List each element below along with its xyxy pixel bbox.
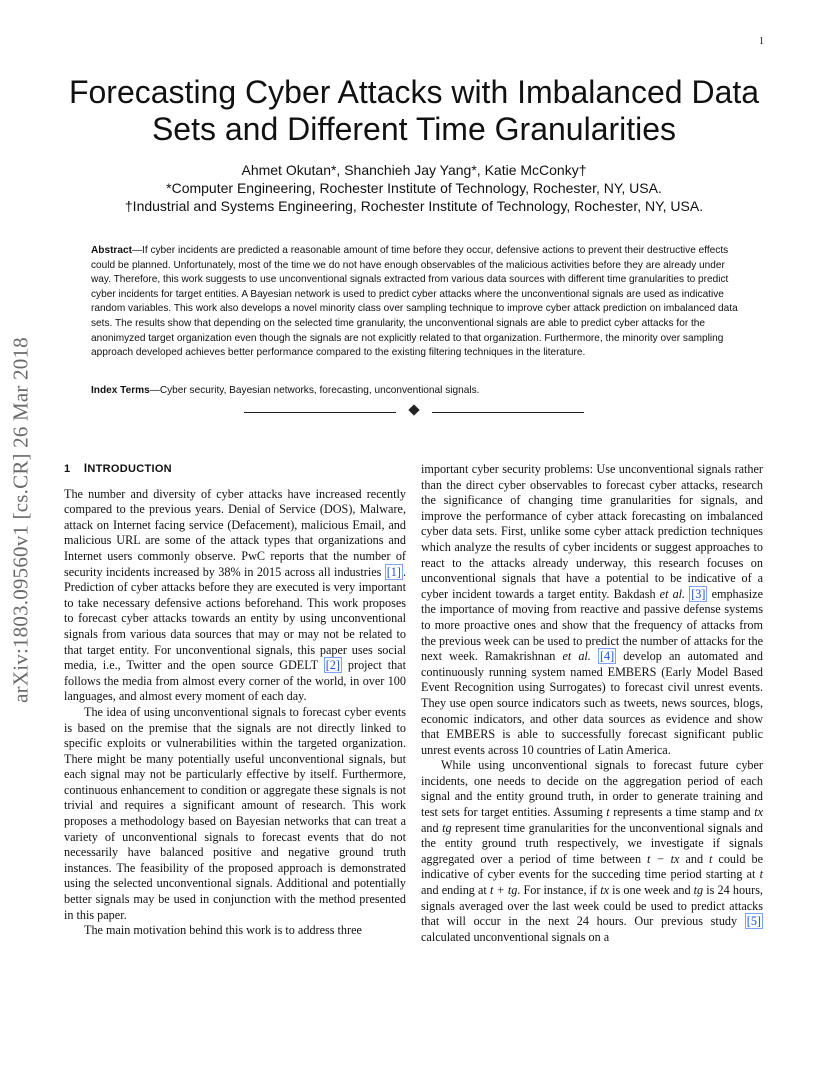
arxiv-identifier: arXiv:1803.09560v1 [cs.CR] 26 Mar 2018 [8, 337, 33, 703]
math-symbol: tx [754, 805, 764, 820]
math-symbol: t [606, 805, 610, 820]
math-symbol: t [759, 867, 763, 882]
section-heading [64, 462, 406, 478]
right-column [421, 462, 763, 945]
citation-link-4[interactable]: [4] [599, 649, 615, 664]
math-symbol: tg [693, 883, 704, 898]
paper-title: Forecasting Cyber Attacks with Imbalanced Data Sets and Different Time Granularities [68, 74, 760, 147]
citation-link-1[interactable]: [1] [386, 564, 401, 579]
abstract [91, 244, 739, 361]
diamond-icon [408, 404, 419, 415]
author-block [64, 161, 764, 215]
text-run: . Prediction of cyber attacks before they are executed is very important to take necessary defensive actions beforehand. This work proposes to forecast cyber attacks towards an entity by using unconventional signals from various data sources that may or may not be related to that target entity. For unconventional signals, this paper uses social media, i.e., Twitter and the open source GDELT [64, 564, 406, 673]
affiliation-2: †Industrial and Systems Engineering, Rochester Institute of Technology, Rochester, NY, USA. [124, 198, 704, 214]
et-al: et al. [562, 649, 591, 664]
intro-paragraph-4 [421, 758, 763, 945]
abstract-label: Abstract [91, 245, 132, 256]
divider-line-right [432, 412, 584, 413]
text-run: is 24 hours, signals averaged over the last week could be used to predict attacks that will occur in the next 24 hours. Our previous study [421, 883, 763, 929]
arxiv-side-stamp [4, 280, 38, 760]
text-run: and [679, 851, 710, 866]
math-symbol: t [709, 851, 713, 866]
section-number: 1 [64, 463, 71, 475]
text-run: . For instance, if [517, 883, 601, 898]
affiliation-1: *Computer Engineering, Rochester Institute of Technology, Rochester, NY, USA. [166, 180, 662, 196]
text-run: and ending at [421, 883, 490, 898]
math-symbol: tg [442, 820, 452, 835]
abstract-text: —If cyber incidents are predicted a reasonable amount of time before they occur, defensive actions to prevent their destructive effects could be planned. Unfortunately, most of the time we do not have enough observables of the malicious activities before they are already under way. Therefore, this work suggests to use unconventional signals extracted from various data sources with different time granularities to predict cyber incidents for target entities. A Bayesian network is used to predict cyber attacks where the unconventional signals are used as indicative random variables. This work also develops a novel minority class over sampling technique to improve cyber attack prediction on imbalanced data sets. The results show that depending on the selected time granularity, the unconventional signals are able to predict cyber attacks for the anonimyzed target organization even though the signals are not explicitly related to that organization. Furthermore, the minority over sampling approach developed achieves better performance compared to the existing filtering techniques in the literature. [91, 245, 738, 359]
citation-link-5[interactable]: [5] [746, 914, 761, 929]
intro-paragraph-2: The idea of using unconventional signals to forecast cyber events is based on the premise that the signals are not directly linked to specific exploits or vulnerabilities within the targeted organization. There might be many potentially useful unconventional signals, but each signal may not be particularly effective by itself. Furthermore, continuous enhancement to condition or aggregate these signals is not trivial and requires a significant amount of research. This work proposes a methodology based on Bayesian networks that can treat a variety of unconventional signals to forecast events that do not necessarily have balanced positive and negative ground truth instances. The feasibility of the proposed approach is demonstrated using the selected unconventional signals. Additional and potentially better signals may be used in conjunction with the method presented in this paper. [64, 704, 406, 922]
math-symbol: tx [600, 883, 609, 898]
intro-paragraph-3-continued [421, 462, 763, 758]
text-run: While using unconventional signals to forecast future cyber incidents, one needs to decide on the aggregation period of each signal and the entity ground truth, in order to generate training and test sets for target entities. Assuming [421, 758, 763, 820]
citation-link-2[interactable]: [2] [325, 658, 340, 673]
text-run: and [421, 820, 443, 835]
left-column [64, 462, 406, 939]
index-terms-text: —Cyber security, Bayesian networks, forecasting, unconventional signals. [149, 385, 480, 396]
text-run: is one week and [609, 883, 694, 898]
section-title-initial: I [83, 463, 88, 475]
text-run: important cyber security problems: Use unconventional signals rather than the direct cyber observables to forecast cyber attacks, research the significance of changing time granularities for signals, and improve the performance of cyber attack forecasting on imbalanced cyber data sets. First, unlike some cyber attack prediction techniques which analyze the results of cyber incidents or suggest approaches to react to the attacks already underway, this research focuses on unconventional signals that have a potential to be indicative of a cyber incident towards a target entity. Bakdash [421, 462, 763, 601]
text-run: project that follows the media from almost every corner of the world, in over 100 languages, and almost every moment of each day. [64, 658, 406, 704]
intro-paragraph-1 [64, 487, 406, 705]
math-symbol: t + tg [489, 883, 518, 898]
text-run: represents a time stamp and [609, 805, 755, 820]
index-terms [91, 384, 739, 399]
intro-paragraph-3: The main motivation behind this work is to address three [84, 923, 362, 938]
text-run: calculated unconventional signals on a [421, 929, 610, 944]
text-run: could be indicative of cyber events for the succeding time period starting at [421, 851, 764, 882]
page-number: 1 [759, 36, 764, 47]
text-run: develop an automated and continuously running system named EMBERS (Early Model Based Event Recognition using Surrogates) to forecast civil unrest events. They use open source indicators such as tweets, news sources, blogs, economic indicators, and other data sources as evidence and show that EMBERS is able to successfully forecast significant public unrest events across 10 countries of Latin America. [421, 649, 763, 757]
section-title-rest: NTRODUCTION [87, 463, 172, 475]
index-terms-label: Index Terms [91, 385, 150, 396]
text-run: emphasize the importance of moving from reactive and passive defense systems to more proactive ones and show that the frequency of attacks from the previous week can be used to predict the number of attacks for the next week. Ramakrishnan [421, 586, 764, 664]
text-run: The number and diversity of cyber attacks have increased recently compared to the previous years. Denial of Service (DOS), Malware, attack on Internet facing service (Defacement), malicious Email, and malicious URL are some of the attack types that organizations and Internet users commonly observe. PwC reports that the number of security incidents increased by 38% in 2015 across all industries [64, 486, 406, 579]
section-divider [244, 404, 584, 420]
text-run: represent time granularities for the unconventional signals and the entity ground truth respectively, we investigate if signals aggregated over a period of time between [421, 820, 763, 866]
author-names: Ahmet Okutan*, Shanchieh Jay Yang*, Katie McConky† [241, 162, 587, 178]
citation-link-3[interactable]: [3] [691, 586, 706, 601]
et-al: et al. [659, 586, 686, 601]
math-symbol: t − tx [647, 851, 680, 866]
divider-line-left [244, 412, 396, 413]
